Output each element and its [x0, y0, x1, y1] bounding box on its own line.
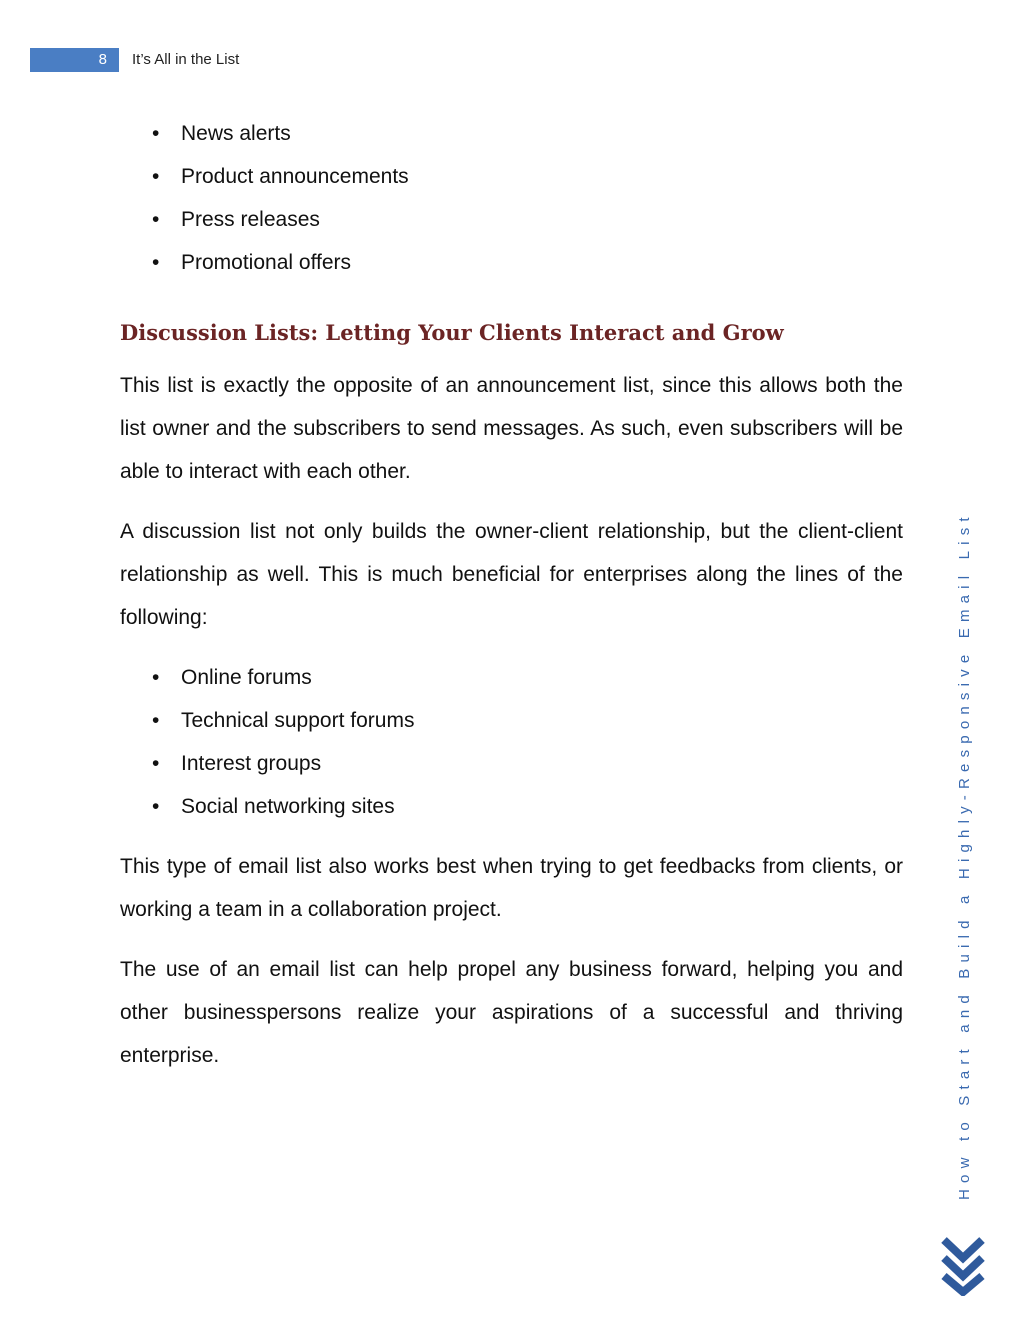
bullet-icon: • — [152, 251, 160, 274]
bullet-icon: • — [152, 752, 160, 775]
list-item — [120, 656, 903, 699]
list-item — [120, 699, 903, 742]
list-item — [120, 198, 903, 241]
list-item — [120, 112, 903, 155]
page-content — [120, 112, 903, 1077]
page-header — [0, 48, 400, 72]
paragraph: This list is exactly the opposite of an announcement list, since this allows both the list owner and the subscribers to send messages. As such, even subscribers will be able to interact with each other. — [120, 374, 903, 483]
list-item-text: Technical support forums — [181, 709, 415, 732]
running-title: It’s All in the List — [132, 51, 240, 68]
bullet-icon: • — [152, 709, 160, 732]
list-item-text: Interest groups — [181, 752, 322, 775]
bullet-icon: • — [152, 795, 160, 818]
intro-bullet-list — [120, 112, 903, 284]
page-number: 8 — [30, 48, 119, 72]
bullet-icon: • — [152, 165, 160, 188]
list-item-text: News alerts — [181, 122, 291, 145]
paragraph: A discussion list not only builds the owner-client relationship, but the client-client relationship as well. This is much beneficial for enterprises along the lines of the following: — [120, 520, 903, 629]
list-item-text: Product announcements — [181, 165, 409, 188]
double-chevron-down-icon — [938, 1232, 988, 1296]
list-item-text: Online forums — [181, 666, 312, 689]
side-book-title: How to Start and Build a Highly-Responsive Email List — [956, 511, 973, 1200]
list-item — [120, 742, 903, 785]
paragraph: This type of email list also works best when trying to get feedbacks from clients, or working a team in a collaboration project. — [120, 855, 903, 921]
bullet-icon: • — [152, 666, 160, 689]
section-heading: Discussion Lists: Letting Your Clients Interact and Grow — [120, 320, 784, 345]
list-item — [120, 155, 903, 198]
bullet-icon: • — [152, 122, 160, 145]
list-item-text: Press releases — [181, 208, 320, 231]
list-item — [120, 785, 903, 828]
list-item-text: Promotional offers — [181, 251, 352, 274]
paragraph: The use of an email list can help propel any business forward, helping you and other businesspersons realize your aspirations of a successful and thriving enterprise. — [120, 958, 903, 1067]
discussion-bullet-list — [120, 656, 903, 828]
list-item-text: Social networking sites — [181, 795, 395, 818]
list-item — [120, 241, 903, 284]
bullet-icon: • — [152, 208, 160, 231]
